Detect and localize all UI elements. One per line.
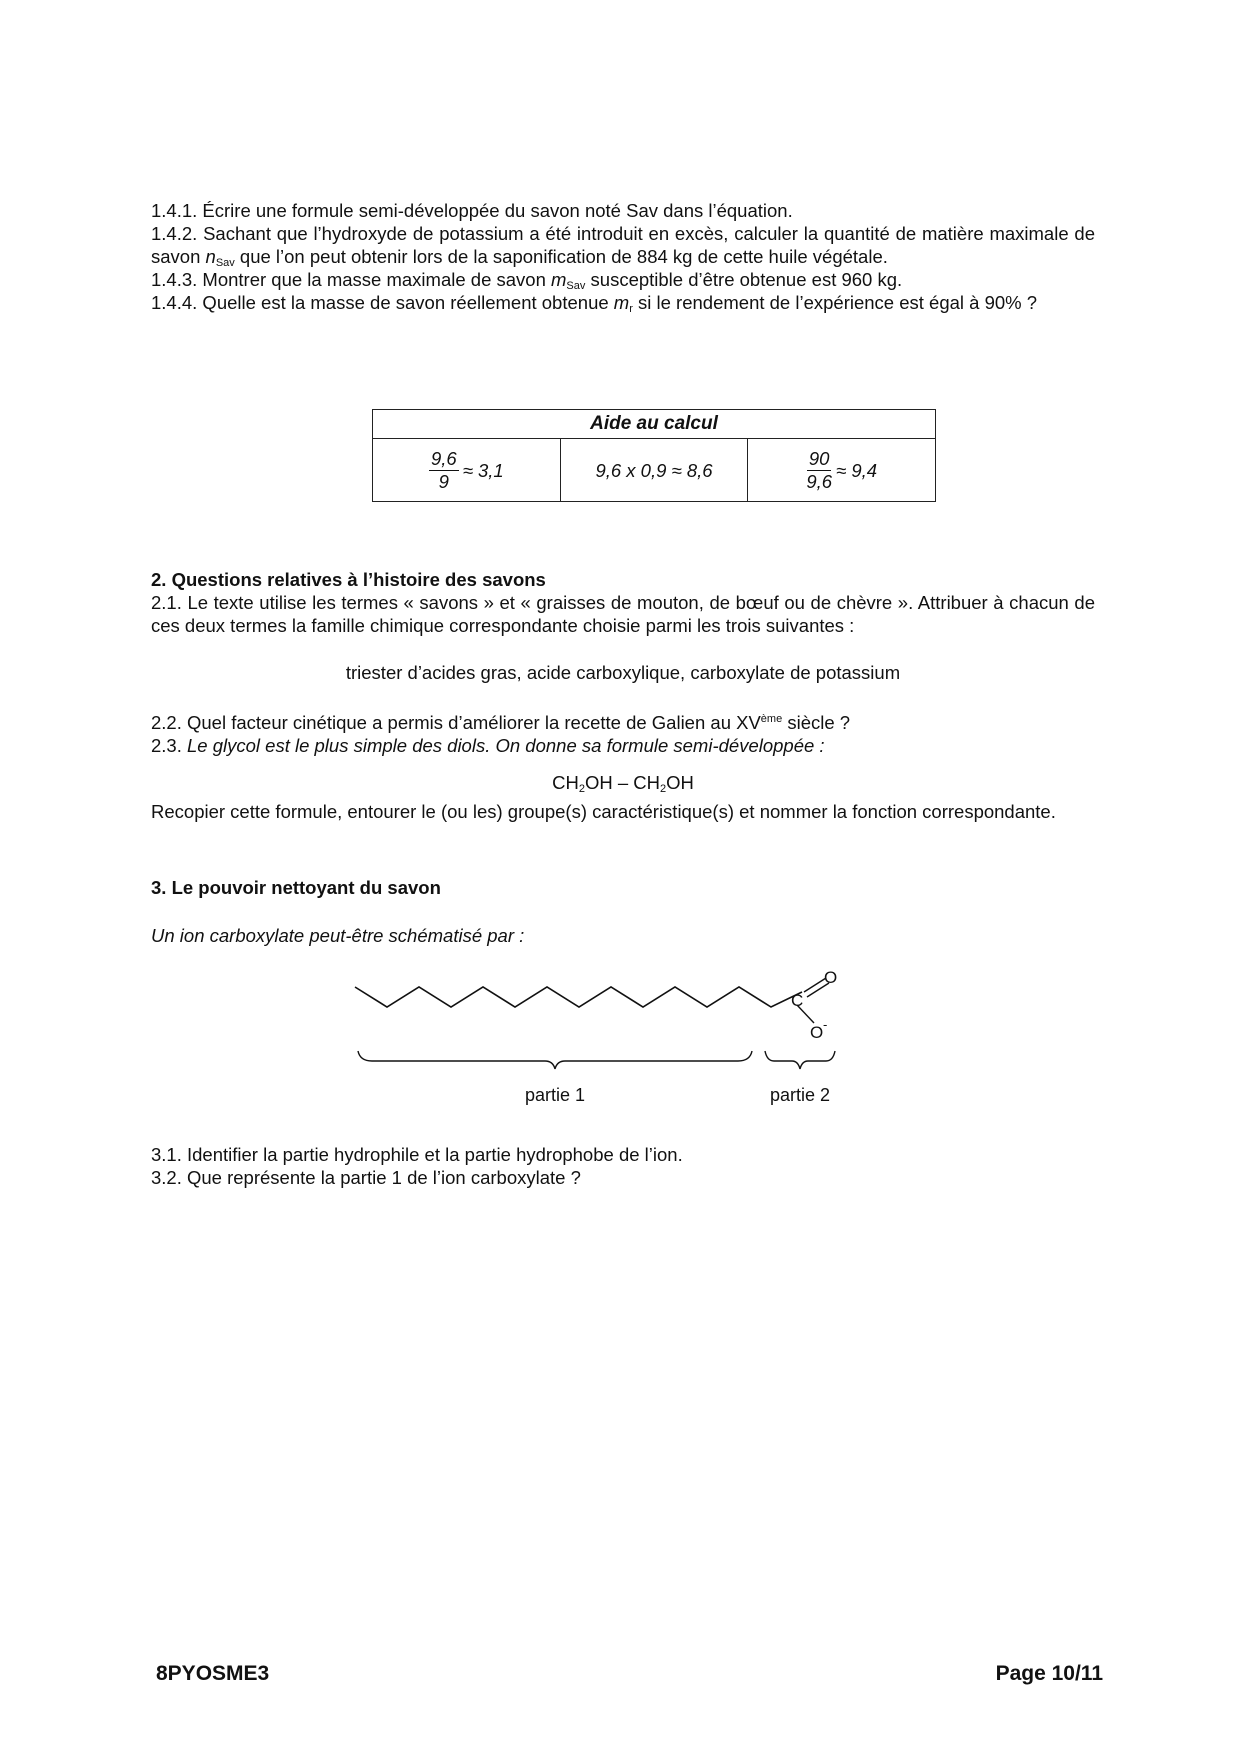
carbon-chain	[355, 987, 802, 1007]
question-2-3-instruction: Recopier cette formule, entourer le (ou les) groupe(s) caractéristique(s) et nommer la fonction correspondante.	[151, 801, 1056, 822]
chemical-families-list: triester d’acides gras, acide carboxylique, carboxylate de potassium	[345, 662, 901, 683]
formula-part-b: OH – CH	[584, 772, 661, 793]
symbol-mr-subscript: r	[629, 303, 633, 315]
section-3	[151, 876, 1095, 899]
section-2	[151, 568, 1095, 637]
question-1-4-4-text-b: si le rendement de l’expérience est égal à 90% ?	[632, 292, 1038, 313]
calc-cell-division-1	[373, 439, 561, 501]
section-3-title: 3. Le pouvoir nettoyant du savon	[151, 877, 441, 898]
negative-charge: -	[823, 1017, 828, 1032]
fraction-numerator: 90	[808, 447, 830, 469]
question-2-3	[151, 734, 1095, 757]
formula-part-c: OH	[666, 772, 694, 793]
question-1-4-3-text-b: susceptible d’être obtenue est 960 kg.	[585, 269, 903, 290]
calc-result-1: ≈ 3,1	[462, 459, 504, 481]
section-1-4-questions	[151, 199, 1095, 314]
calc-cell-product: 9,6 x 0,9 ≈ 8,6	[561, 439, 749, 501]
document-code: 8PYOSME3	[156, 1662, 270, 1685]
question-2-3-statement: Le glycol est le plus simple des diols. On donne sa formule semi-développée :	[187, 735, 825, 756]
symbol-m: m	[551, 269, 567, 290]
question-1-4-2-text-a: 1.4.2. Sachant que l’hydroxyde de potassium a été introduit en excès, calculer la quantité de matière maximale de savon	[151, 223, 1095, 267]
calc-help-table	[372, 409, 936, 502]
calc-cell-division-2	[748, 439, 935, 501]
fraction-9-6-over-9	[429, 448, 459, 493]
calc-result-3: ≈ 9,4	[836, 459, 878, 481]
formula-part-a: CH	[552, 772, 579, 793]
calc-help-title: Aide au calcul	[373, 410, 935, 439]
question-2-3-instruction-block	[151, 800, 1095, 823]
formula-subscript-a: 2	[578, 783, 585, 795]
carboxylate-ion-diagram	[340, 965, 860, 1115]
section-3-questions	[151, 1143, 1095, 1189]
brace-partie-2	[765, 1051, 835, 1069]
fraction-numerator: 9,6	[430, 447, 457, 469]
symbol-m-subscript: Sav	[566, 280, 586, 292]
ordinal-superscript: ème	[760, 713, 783, 725]
question-1-4-3-text-a: 1.4.3. Montrer que la masse maximale de savon	[151, 269, 551, 290]
symbol-n-subscript: Sav	[215, 257, 235, 269]
fraction-denominator: 9,6	[806, 470, 833, 492]
question-3-1: 3.1. Identifier la partie hydrophile et la partie hydrophobe de l’ion.	[151, 1144, 683, 1165]
section-2-continued	[151, 711, 1095, 757]
question-3-2: 3.2. Que représente la partie 1 de l’ion carboxylate ?	[151, 1167, 581, 1188]
fraction-90-over-9-6	[806, 448, 832, 493]
question-1-4-1: 1.4.1. Écrire une formule semi-développée du savon noté Sav dans l’équation.	[151, 200, 793, 221]
question-1-4-4	[151, 291, 1095, 314]
question-1-4-2	[151, 222, 1095, 268]
question-2-2-text-b: siècle ?	[782, 712, 851, 733]
symbol-mr: m	[613, 292, 630, 313]
question-2-2	[151, 711, 1095, 734]
question-1-4-2-text-b: que l’on peut obtenir lors de la saponification de 884 kg de cette huile végétale.	[234, 246, 888, 267]
fraction-denominator: 9	[438, 470, 449, 492]
formula-subscript-b: 2	[660, 783, 667, 795]
page-number: Page 10/11	[995, 1662, 1103, 1685]
label-partie-1: partie 1	[524, 1085, 586, 1105]
section-3-intro-block	[151, 924, 1095, 947]
glycol-formula	[151, 771, 1095, 794]
section-3-intro: Un ion carboxylate peut-être schématisé par :	[151, 925, 525, 946]
question-2-3-number: 2.3.	[151, 735, 187, 756]
symbol-n: n	[205, 246, 216, 267]
question-1-4-4-text-a: 1.4.4. Quelle est la masse de savon réellement obtenue	[151, 292, 614, 313]
atom-carbon: C	[791, 991, 804, 1010]
atom-oxygen-minus: O	[810, 1023, 824, 1042]
double-bond-1	[804, 978, 826, 992]
calc-help-row	[373, 439, 935, 501]
label-partie-2: partie 2	[769, 1085, 831, 1105]
section-2-title: 2. Questions relatives à l’histoire des savons	[151, 569, 546, 590]
question-2-1: 2.1. Le texte utilise les termes « savons » et « graisses de mouton, de bœuf ou de chèvre ». Attribuer à chacun de ces deux termes la famille chimique correspondante choisie parmi les trois suivantes :	[151, 592, 1095, 636]
brace-partie-1	[358, 1051, 752, 1069]
atom-oxygen-double: O	[824, 968, 838, 987]
question-1-4-3	[151, 268, 1095, 291]
question-2-2-text-a: 2.2. Quel facteur cinétique a permis d’améliorer la recette de Galien au XV	[151, 712, 761, 733]
